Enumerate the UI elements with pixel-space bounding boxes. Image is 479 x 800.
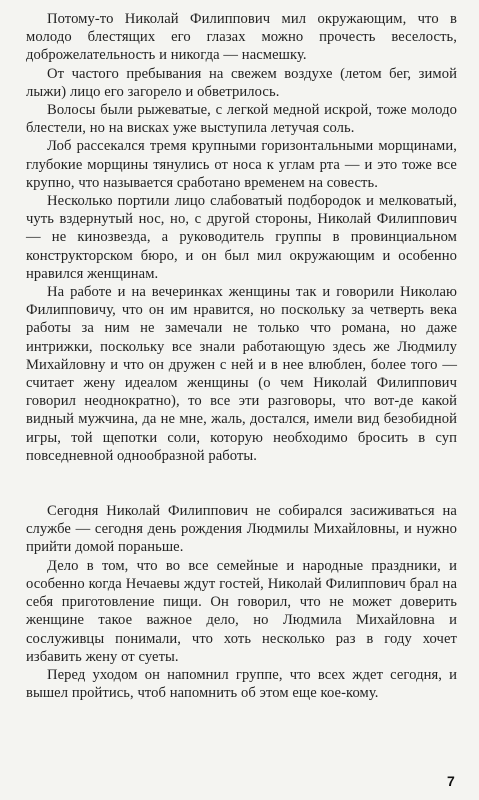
paragraph-tan: От частого пребывания на свежем воздухе (летом бег, зимой лыжи) лицо его загорело и обветрилось. — [26, 65, 457, 100]
paragraph-leaving: Перед уходом он напомнил группе, что всех ждет сегодня, и вышел пройтись, чтоб напомнить об этом еще кое-кому. — [26, 666, 457, 702]
text-section-1 — [26, 10, 457, 465]
page-text — [26, 10, 457, 702]
paragraph-hair: Волосы были рыжеватые, с легкой медной искрой, тоже молодо блестели, но на висках уже выступила летучая соль. — [26, 102, 457, 137]
section-break — [26, 465, 457, 502]
paragraph-cooking: Дело в том, что во все семейные и народные праздники, и особенно когда Нечаевы ждут гостей, Николай Филиппович брал на себя приготовление пищи. Он говорил, что не может доверить женщине такое важное дело, но Людмила Михайловна и сослуживцы понимали, что хоть несколько раз в году хочет избавить жену от суеты. — [26, 557, 457, 665]
paragraph-wrinkles: Лоб рассекался тремя крупными горизонтальными морщинами, глубокие морщины тянулись от носа к углам рта — и это тоже все крупно, что называется сработано временем на совесть. — [26, 138, 457, 191]
paragraph-women-at-work: На работе и на вечеринках женщины так и говорили Николаю Филипповичу, что он им нравится, но поскольку за четверть века работы за ним не замечали не только что романа, но даже интрижки, поскольку все знали работающую здесь же Людмилу Михайловну и что он дружен с ней и в нее влюблен, более того — считает жену идеалом женщины (о чем Николай Филиппович говорил неоднократно), то все эти разговоры, что вот-де какой видный мужчина, да не мне, жаль, достался, имели вид безобидной игры, той щепотки соли, которую необходимо бросить в суп повседневной однообразной работы. — [26, 284, 457, 464]
paragraph-birthday: Сегодня Николай Филиппович не собирался засиживаться на службе — сегодня день рождения Людмилы Михайловны, и нужно прийти домой пораньше. — [26, 503, 457, 556]
paragraph-chin-nose: Несколько портили лицо слабоватый подбородок и мелковатый, чуть вздернутый нос, но, с другой стороны, Николай Филиппович — не кинозвезда, а руководитель группы в провинциальном конструкторском бюро, и он был мил окружающим и особенно нравился женщинам. — [26, 193, 457, 282]
text-section-2 — [26, 502, 457, 702]
page-number: 7 — [447, 773, 455, 789]
paragraph-smile: Потому-то Николай Филиппович мил окружающим, что в молодо блестящих его глазах можно прочесть веселость, доброжелательность и никогда — насмешку. — [26, 11, 457, 64]
